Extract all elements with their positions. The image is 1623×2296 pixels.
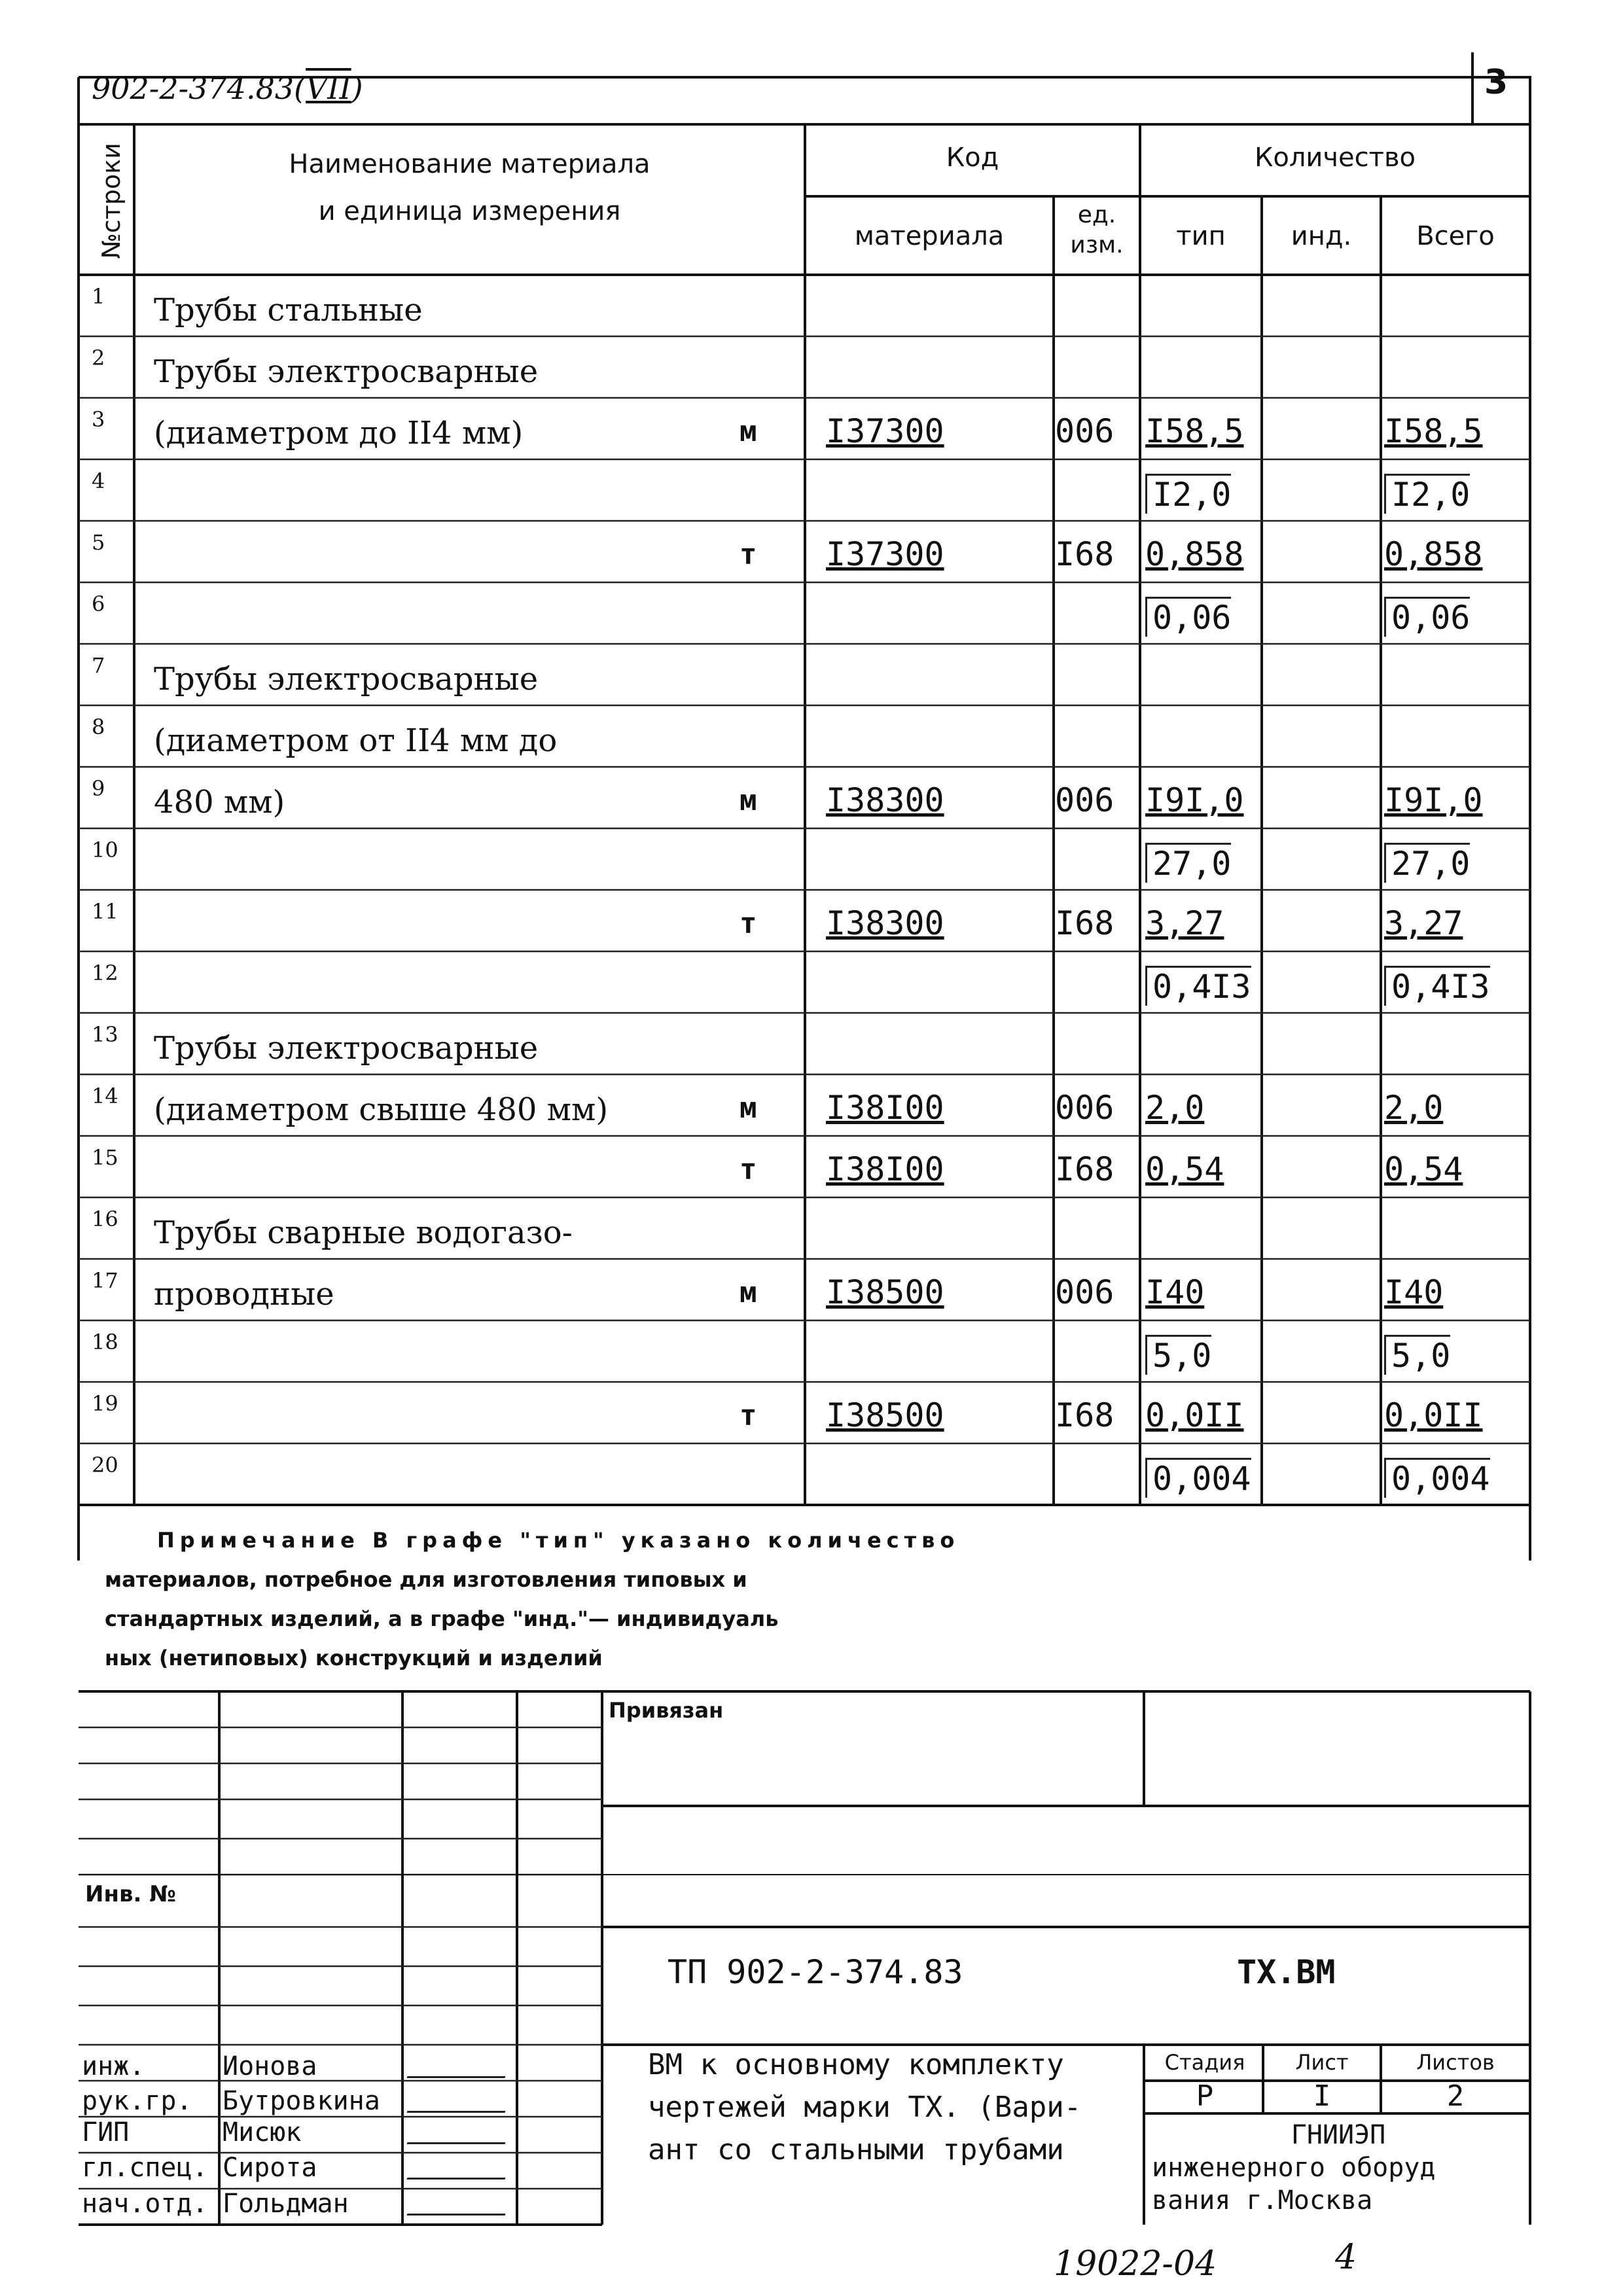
material-name: (диаметром от II4 мм до (154, 722, 558, 759)
qty-total-value: 0,004 (1384, 1458, 1490, 1498)
qty-total-value: I2,0 (1384, 474, 1470, 514)
row-number: 11 (92, 899, 118, 924)
unit-of-measure: т (740, 538, 757, 571)
page-number: 3 (1484, 63, 1508, 102)
material-code: I37300 (826, 412, 944, 450)
qty-type-value: I2,0 (1145, 474, 1231, 514)
row-number: 18 (92, 1330, 118, 1354)
note-line-1 (157, 1528, 959, 1553)
staff-role: рук.гр. (82, 2086, 192, 2116)
qty-group-header: Количество (1254, 143, 1416, 173)
row-number: 6 (92, 592, 105, 616)
unit-of-measure: т (740, 907, 757, 940)
rownum-header-text: №строки (97, 143, 126, 259)
material-name: Трубы электросварные (154, 1030, 539, 1067)
archive-number: 4 (1335, 2238, 1357, 2277)
unit-code: I68 (1055, 1396, 1115, 1434)
row-number: 17 (92, 1268, 118, 1293)
qty-total-value: 3,27 (1384, 904, 1463, 942)
sheet-value: I (1313, 2079, 1331, 2113)
row-number: 16 (92, 1207, 118, 1231)
staff-role: нач.отд. (82, 2189, 208, 2219)
sheet-label: Лист (1295, 2050, 1349, 2075)
inv-no-label: Инв. № (85, 1881, 177, 1907)
qty-type-header: тип (1176, 221, 1226, 251)
qty-total-value: 0,06 (1384, 597, 1470, 637)
note-line-4: ных (нетиповых) конструкций и изделий (105, 1646, 603, 1670)
row-number: 3 (92, 407, 105, 432)
staff-name: Сирота (223, 2153, 317, 2183)
signature (406, 2047, 516, 2078)
unit-code: I68 (1055, 904, 1115, 942)
unit-code: 006 (1055, 1273, 1115, 1311)
name-header-line1: Наименование материала (289, 149, 651, 179)
row-number: 14 (92, 1084, 118, 1108)
unit-of-measure: т (740, 1399, 757, 1432)
qty-total-value: I58,5 (1384, 412, 1483, 450)
material-code: I38500 (826, 1396, 944, 1434)
row-number: 12 (92, 961, 118, 985)
desc-line-3: ант со стальными трубами (648, 2133, 1064, 2166)
staff-name: Гольдман (223, 2189, 349, 2219)
qty-total-header: Всего (1416, 221, 1495, 251)
material-name: проводные (154, 1276, 334, 1313)
unit-of-measure: м (740, 415, 757, 448)
code-unit-header-2: изм. (1070, 232, 1124, 258)
qty-type-value: 0,0II (1145, 1396, 1244, 1434)
sheets-label: Листов (1416, 2050, 1495, 2075)
org-line-3: вания г.Москва (1152, 2185, 1373, 2216)
org-line-1: ГНИИЭП (1291, 2120, 1386, 2150)
material-code: I38300 (826, 904, 944, 942)
code-group-header: Код (946, 143, 999, 173)
qty-total-value: 0,0II (1384, 1396, 1483, 1434)
qty-type-value: 3,27 (1145, 904, 1224, 942)
stage-value: Р (1196, 2079, 1214, 2113)
qty-total-value: 0,54 (1384, 1150, 1463, 1188)
qty-type-value: I58,5 (1145, 412, 1244, 450)
project-doc-id: ТП 902-2-374.83 (668, 1953, 963, 1991)
signature (406, 2149, 516, 2180)
qty-total-value: 0,4I3 (1384, 966, 1490, 1006)
qty-type-value: 5,0 (1145, 1335, 1211, 1375)
qty-total-value: I9I,0 (1384, 781, 1483, 819)
row-number: 7 (92, 653, 105, 678)
unit-code: I68 (1055, 535, 1115, 573)
sheets-value: 2 (1446, 2079, 1465, 2113)
unit-of-measure: м (740, 1276, 757, 1309)
unit-code: I68 (1055, 1150, 1115, 1188)
signature (406, 2113, 516, 2144)
unit-code: 006 (1055, 1089, 1115, 1127)
staff-role: инж. (82, 2051, 145, 2081)
unit-of-measure: м (740, 784, 757, 817)
staff-name: Мисюк (223, 2117, 302, 2147)
row-number: 4 (92, 468, 105, 493)
qty-type-value: 27,0 (1145, 843, 1231, 883)
row-number: 8 (92, 715, 105, 739)
rownum-header (92, 128, 131, 275)
drawing-mark: ТХ.ВМ (1237, 1953, 1336, 1991)
note-line-3: стандартных изделий, а в графе "инд."— индивидуаль (105, 1606, 779, 1631)
row-number: 5 (92, 530, 105, 555)
unit-of-measure: м (740, 1091, 757, 1125)
row-number: 19 (92, 1391, 118, 1416)
row-number: 13 (92, 1022, 118, 1047)
qty-type-value: 0,004 (1145, 1458, 1251, 1498)
material-code: I37300 (826, 535, 944, 573)
material-code: I38300 (826, 781, 944, 819)
staff-role: ГИП (82, 2117, 130, 2147)
material-name: Трубы стальные (154, 292, 423, 328)
archive-stamp: 19022-04 (1054, 2244, 1217, 2284)
code-material-header: материала (854, 221, 1005, 251)
material-code: I38I00 (826, 1150, 944, 1188)
qty-type-value: I40 (1145, 1273, 1205, 1311)
qty-total-value: 5,0 (1384, 1335, 1450, 1375)
material-name: (диаметром свыше 480 мм) (154, 1091, 609, 1128)
doc-roman: VII (306, 71, 351, 106)
name-header-line2: и единица измерения (318, 196, 621, 226)
org-line-2: инженерного оборуд (1152, 2153, 1436, 2183)
doc-code-text: 902-2-374.83 (92, 71, 294, 106)
material-name: 480 мм) (154, 784, 285, 821)
row-number: 20 (92, 1453, 118, 1477)
qty-total-value: 2,0 (1384, 1089, 1444, 1127)
qty-total-value: I40 (1384, 1273, 1444, 1311)
qty-type-value: I9I,0 (1145, 781, 1244, 819)
row-number: 9 (92, 776, 105, 801)
material-name: Трубы сварные водогазо- (154, 1214, 573, 1251)
qty-type-value: 0,06 (1145, 597, 1231, 637)
desc-line-2: чертежей марки ТХ. (Вари- (648, 2091, 1082, 2124)
code-unit-header-1: ед. (1077, 202, 1116, 228)
note-line-1-text: Примечание В графе "тип" указано количество (157, 1528, 960, 1553)
material-name: (диаметром до II4 мм) (154, 415, 524, 451)
unit-code: 006 (1055, 781, 1115, 819)
note-line-2: материалов, потребное для изготовления типовых и (105, 1567, 747, 1592)
staff-role: гл.спец. (82, 2153, 208, 2183)
qty-type-value: 2,0 (1145, 1089, 1205, 1127)
signature (406, 2082, 516, 2113)
material-code: I38500 (826, 1273, 944, 1311)
stage-label: Стадия (1164, 2050, 1245, 2075)
qty-ind-header: инд. (1291, 221, 1352, 251)
privyazan-label: Привязан (609, 1698, 724, 1723)
doc-code: 902-2-374.83(VII) (92, 71, 363, 106)
unit-code: 006 (1055, 412, 1115, 450)
row-number: 15 (92, 1145, 118, 1170)
qty-total-value: 0,858 (1384, 535, 1483, 573)
qty-type-value: 0,858 (1145, 535, 1244, 573)
row-number: 2 (92, 345, 105, 370)
desc-line-1: ВМ к основному комплекту (648, 2048, 1064, 2081)
qty-type-value: 0,4I3 (1145, 966, 1251, 1006)
row-number: 10 (92, 838, 118, 862)
material-name: Трубы электросварные (154, 661, 539, 698)
row-number: 1 (92, 284, 105, 309)
qty-total-value: 27,0 (1384, 843, 1470, 883)
staff-name: Бутровкина (223, 2086, 380, 2116)
staff-name: Ионова (223, 2051, 317, 2081)
qty-type-value: 0,54 (1145, 1150, 1224, 1188)
signature (406, 2185, 516, 2216)
material-name: Трубы электросварные (154, 353, 539, 390)
material-code: I38I00 (826, 1089, 944, 1127)
unit-of-measure: т (740, 1153, 757, 1186)
